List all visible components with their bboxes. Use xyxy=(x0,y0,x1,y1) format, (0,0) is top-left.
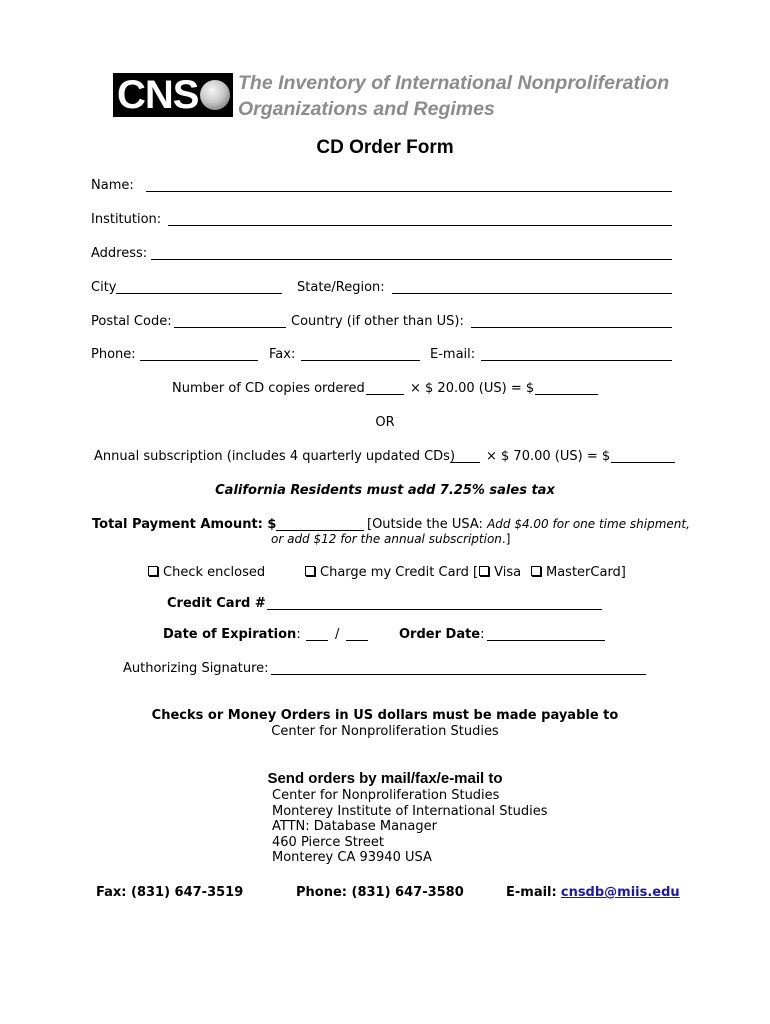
or-separator: OR xyxy=(375,415,395,430)
logo-text: CNS xyxy=(117,73,199,117)
checkbox-icon[interactable] xyxy=(305,566,315,576)
total-field[interactable] xyxy=(276,518,364,531)
outside-note-line2 xyxy=(271,532,510,546)
postal-field[interactable] xyxy=(174,315,286,328)
order-date-row xyxy=(399,627,485,642)
expiration-sep: / xyxy=(335,627,340,642)
mastercard-option[interactable] xyxy=(531,565,626,580)
signature-label: Authorizing Signature: xyxy=(123,661,269,676)
cd-copies-qty-field[interactable] xyxy=(366,382,404,395)
annual-total-field[interactable] xyxy=(611,450,675,463)
tax-note: California Residents must add 7.25% sales tax xyxy=(215,483,555,498)
send-orders-title: Send orders by mail/fax/e-mail to xyxy=(267,770,503,787)
mailing-address xyxy=(272,788,548,866)
check-enclosed-option[interactable] xyxy=(148,565,265,580)
institution-label: Institution: xyxy=(91,212,162,227)
visa-label: Visa xyxy=(494,565,522,580)
expiration-label: Date of Expiration xyxy=(163,627,297,642)
payable-name: Center for Nonproliferation Studies xyxy=(271,724,499,739)
fax-field[interactable] xyxy=(301,348,420,361)
name-label: Name: xyxy=(91,178,134,193)
address-line: Center for Nonproliferation Studies xyxy=(272,788,500,803)
city-field[interactable] xyxy=(116,281,282,294)
page-title: CD Order Form xyxy=(316,137,454,158)
credit-card-label: Credit Card # xyxy=(167,596,266,611)
country-label: Country (if other than US): xyxy=(291,314,464,329)
state-label: State/Region: xyxy=(297,280,385,295)
header-title-line2: Organizations and Regimes xyxy=(238,98,495,120)
address-line: ATTN: Database Manager xyxy=(272,819,437,835)
charge-card-option[interactable] xyxy=(305,565,521,580)
expiration-colon: : xyxy=(296,627,301,642)
contact-fax: Fax: (831) 647-3519 xyxy=(96,885,244,900)
institution-row xyxy=(91,212,161,227)
check-enclosed-label: Check enclosed xyxy=(163,565,266,580)
globe-icon xyxy=(200,80,230,110)
outside-note xyxy=(367,517,690,532)
email-label: E-mail: xyxy=(430,347,476,362)
cd-copies-total-field[interactable] xyxy=(535,382,598,395)
fax-label: Fax: xyxy=(269,347,296,362)
checkbox-icon[interactable] xyxy=(148,566,158,576)
signature-field[interactable] xyxy=(271,662,646,675)
order-date-label: Order Date xyxy=(399,627,481,642)
checkbox-icon[interactable] xyxy=(479,566,489,576)
annual-price: × $ 70.00 (US) = $ xyxy=(486,449,611,464)
cd-copies-label: Number of CD copies ordered xyxy=(172,381,365,396)
checkbox-icon[interactable] xyxy=(531,566,541,576)
postal-label: Postal Code: xyxy=(91,314,172,329)
phone-field[interactable] xyxy=(140,348,258,361)
email-field[interactable] xyxy=(481,348,672,361)
total-label: Total Payment Amount: $ xyxy=(92,517,277,532)
address-line: Monterey Institute of International Studies xyxy=(272,803,548,819)
outside-line2-italic: or add $12 for the annual subscription xyxy=(271,532,502,546)
outside-italic: Add $4.00 for one time shipment, xyxy=(487,517,690,531)
address-field[interactable] xyxy=(151,247,672,260)
charge-card-label: Charge my Credit Card [ xyxy=(320,565,479,580)
city-label: City xyxy=(91,280,117,295)
expiration-month-field[interactable] xyxy=(306,628,328,641)
order-date-field[interactable] xyxy=(487,628,605,641)
header-title xyxy=(238,70,678,122)
cns-logo xyxy=(113,73,233,117)
address-row xyxy=(91,246,147,261)
contact-email xyxy=(506,885,680,900)
email-link[interactable]: cnsdb@miis.edu xyxy=(560,885,680,900)
address-label: Address: xyxy=(91,246,148,261)
contact-email-label: E-mail: xyxy=(506,885,557,900)
name-field[interactable] xyxy=(146,179,672,192)
cd-copies-price: × $ 20.00 (US) = $ xyxy=(410,381,535,396)
address-line: Monterey CA 93940 USA xyxy=(272,850,432,866)
institution-field[interactable] xyxy=(168,213,672,226)
order-date-colon: : xyxy=(480,627,485,642)
annual-qty-field[interactable] xyxy=(450,450,480,463)
phone-label: Phone: xyxy=(91,347,136,362)
state-field[interactable] xyxy=(392,281,672,294)
address-line: 460 Pierce Street xyxy=(272,834,384,850)
name-row xyxy=(91,178,134,193)
expiration-row xyxy=(163,627,301,642)
outside-line2-end: .] xyxy=(501,532,511,546)
outside-prefix: [Outside the USA: xyxy=(367,517,483,532)
expiration-year-field[interactable] xyxy=(346,628,368,641)
header-title-line1: The Inventory of International Nonproliferation xyxy=(238,72,670,94)
country-field[interactable] xyxy=(471,315,672,328)
credit-card-field[interactable] xyxy=(267,597,602,610)
payable-note: Checks or Money Orders in US dollars must be made payable to xyxy=(151,708,619,723)
annual-label: Annual subscription (includes 4 quarterly updated CDs) xyxy=(94,449,456,464)
mastercard-label: MasterCard] xyxy=(546,565,626,580)
contact-phone: Phone: (831) 647-3580 xyxy=(296,885,464,900)
